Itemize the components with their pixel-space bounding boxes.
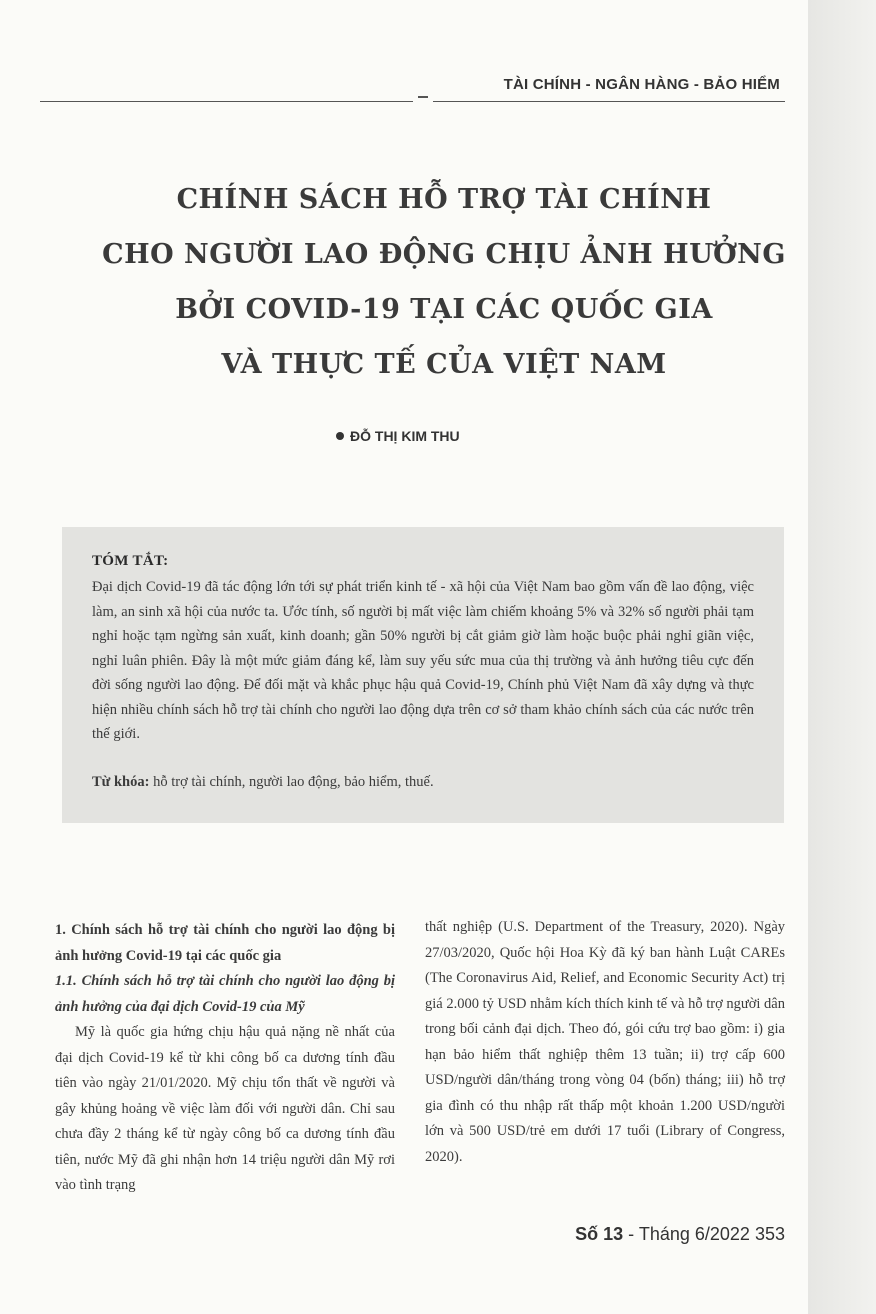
- issue-month: Tháng 6/2022: [638, 1224, 750, 1244]
- title-line: CHO NGƯỜI LAO ĐỘNG CHỊU ẢNH HƯỞNG: [102, 239, 786, 270]
- article-title: [40, 172, 848, 392]
- section-heading: 1. Chính sách hỗ trợ tài chính cho người lao động bị ảnh hưởng Covid-19 tại các quốc gia: [55, 922, 395, 964]
- author-byline: [336, 428, 460, 444]
- title-line: VÀ THỰC TẾ CỦA VIỆT NAM: [221, 349, 667, 380]
- title-line: BỞI COVID-19 TẠI CÁC QUỐC GIA: [175, 294, 713, 325]
- page-number: 353: [754, 1224, 785, 1244]
- abstract-heading: TÓM TẮT:: [92, 553, 169, 569]
- header-rule-dash: [418, 96, 428, 98]
- issue-number: Số 13: [575, 1224, 624, 1244]
- keywords: [92, 770, 754, 794]
- header-rule: [40, 101, 413, 102]
- page-footer: [575, 1224, 785, 1245]
- keywords-label: Từ khóa:: [92, 774, 150, 790]
- body-paragraph: Mỹ là quốc gia hứng chịu hậu quả nặng nề nhất của đại dịch Covid-19 kể từ khi công bố ca dương tính đầu tiên vào ngày 21/01/2020. Mỹ chịu tổn thất về người và gây khủng hoảng về việc làm đối với người dân. Chỉ sau chưa đầy 2 tháng kể từ ngày công bố ca dương tính đầu tiên, nước Mỹ đã ghi nhận hơn 14 triệu người dân Mỹ rơi vào tình trạng: [55, 1024, 395, 1193]
- abstract-text: Đại dịch Covid-19 đã tác động lớn tới sự phát triển kinh tế - xã hội của Việt Nam bao gồm vấn đề lao động, việc làm, an sinh xã hội của nước ta. Ước tính, số người bị mất việc làm chiếm khoảng 5% và 32% số người phải tạm nghỉ hoặc tạm ngừng sản xuất, kinh doanh; gần 50% người bị cắt giảm giờ làm hoặc buộc phải nghỉ giãn việc, nghỉ luân phiên. Đây là một mức giảm đáng kể, làm suy yếu sức mua của thị trường và ảnh hưởng tiêu cực đến đời sống người lao động. Để đối mặt và khắc phục hậu quả Covid-19, Chính phủ Việt Nam đã xây dựng và thực hiện nhiều chính sách hỗ trợ tài chính cho người lao động dựa trên cơ sở tham khảo chính sách của các nước trên thế giới.: [92, 579, 754, 742]
- bullet-icon: [336, 432, 344, 440]
- section-label: TÀI CHÍNH - NGÂN HÀNG - BẢO HIỂM: [503, 76, 780, 93]
- footer-separator: -: [623, 1224, 639, 1244]
- author-name: ĐỖ THỊ KIM THU: [350, 428, 460, 444]
- header-rule: [433, 101, 785, 102]
- right-column: [425, 915, 785, 1170]
- left-column: [55, 918, 395, 1199]
- keywords-list: hỗ trợ tài chính, người lao động, bảo hiểm, thuế.: [149, 774, 434, 790]
- body-paragraph: thất nghiệp (U.S. Department of the Treasury, 2020). Ngày 27/03/2020, Quốc hội Hoa Kỳ đã ký ban hành Luật CAREs (The Coronavirus Aid, Relief, and Economic Security Act) trị giá 2.000 tỷ USD nhằm kích thích kinh tế và hỗ trợ người dân trong bối cảnh đại dịch. Theo đó, gói cứu trợ bao gồm: i) gia hạn bảo hiểm thất nghiệp thêm 13 tuần; ii) trợ cấp 600 USD/người dân/tháng trong vòng 04 (bốn) tháng; iii) hỗ trợ gia đình có thu nhập rất thấp một khoản 1.200 USD/người lớn và 500 USD/trẻ em dưới 17 tuổi (Library of Congress, 2020).: [425, 919, 785, 1165]
- title-line: CHÍNH SÁCH HỖ TRỢ TÀI CHÍNH: [176, 184, 712, 215]
- subsection-heading: 1.1. Chính sách hỗ trợ tài chính cho người lao động bị ảnh hưởng của đại dịch Covid-19 của Mỹ: [55, 973, 395, 1015]
